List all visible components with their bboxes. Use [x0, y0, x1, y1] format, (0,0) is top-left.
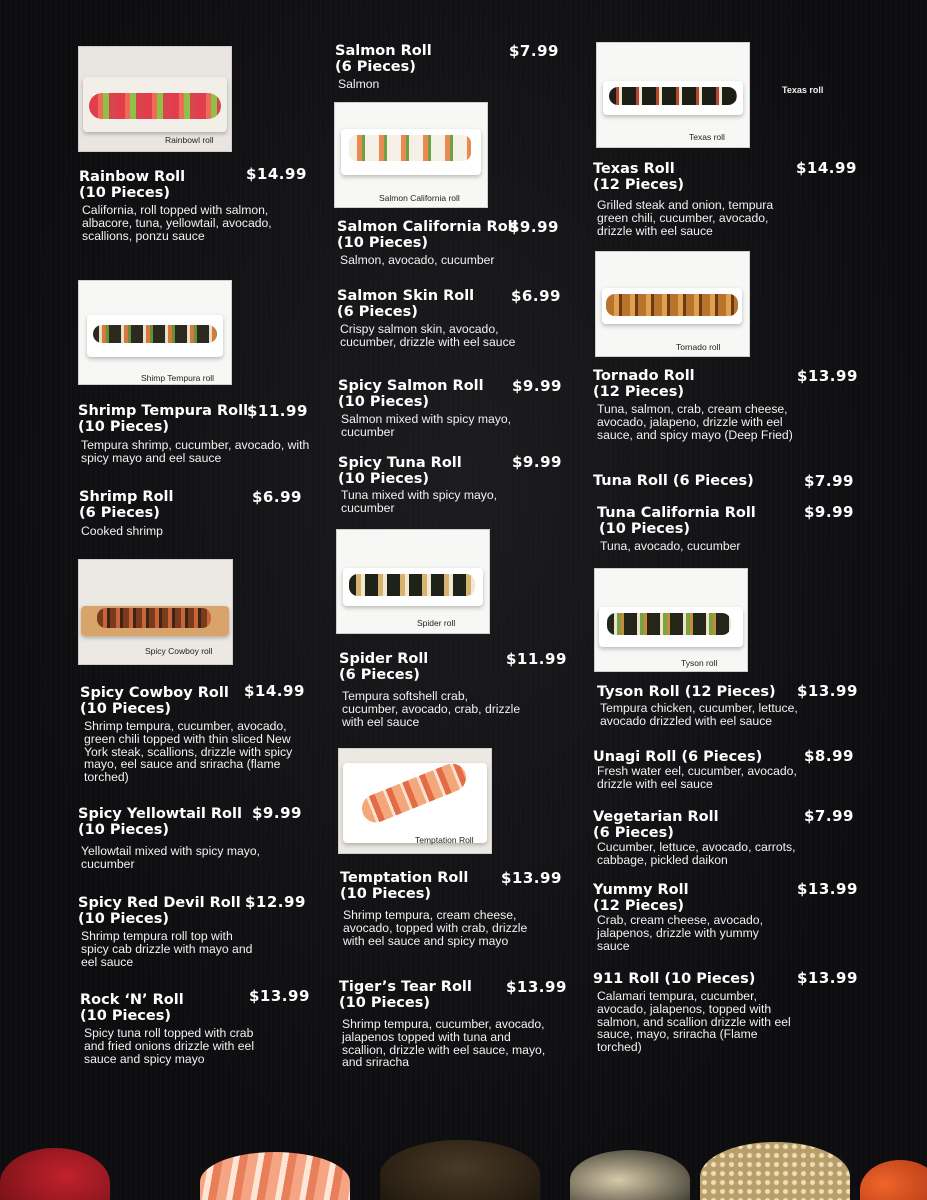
item-name: Shrimp Tempura Roll	[78, 403, 249, 419]
photo-caption: Tyson roll	[681, 658, 718, 668]
item-count: (6 Pieces)	[593, 825, 674, 841]
photo-caption: Shimp Tempura roll	[141, 373, 215, 383]
spicy-cowboy-roll-photo	[78, 559, 233, 665]
item-price: $13.99	[506, 978, 567, 996]
item-name: Tornado Roll	[593, 368, 695, 384]
item-count: (10 Pieces)	[338, 394, 429, 410]
item-count: (10 Pieces)	[80, 1008, 171, 1024]
shrimp-tempura-roll-photo	[78, 280, 232, 385]
item-name: Unagi Roll (6 Pieces)	[593, 749, 763, 765]
item-name: Tuna Roll (6 Pieces)	[593, 473, 754, 489]
item-price: $13.99	[249, 987, 310, 1005]
item-count: (6 Pieces)	[79, 505, 160, 521]
photo-caption: Spicy Cowboy roll	[145, 646, 213, 656]
item-name: Tuna California Roll	[597, 505, 756, 521]
item-price: $6.99	[511, 287, 561, 305]
item-description: Tuna, avocado, cucumber	[600, 539, 741, 553]
item-name: Shrimp Roll	[79, 489, 174, 505]
item-description: Tuna, salmon, crab, cream cheese, avocado, jalapeno, drizzle with eel sauce, and spicy mayo (Deep Fried)	[597, 402, 793, 442]
item-name: Tiger’s Tear Roll	[339, 979, 472, 995]
salmon-california-roll-photo	[334, 102, 488, 208]
item-name: Vegetarian Roll	[593, 809, 719, 825]
item-count: (10 Pieces)	[78, 822, 169, 838]
item-count: (6 Pieces)	[337, 304, 418, 320]
item-description: Salmon mixed with spicy mayo, cucumber	[341, 412, 512, 439]
item-description: Shrimp tempura roll top with spicy cab drizzle with mayo and eel sauce	[81, 929, 253, 969]
item-name: Salmon Skin Roll	[337, 288, 475, 304]
temptation-roll-photo	[338, 748, 492, 854]
item-name: Spicy Red Devil Roll	[78, 895, 241, 911]
item-price: $8.99	[804, 747, 854, 765]
item-count: (10 Pieces)	[339, 995, 430, 1011]
item-price: $13.99	[797, 682, 858, 700]
texas-roll-photo	[596, 42, 750, 148]
item-description: Crispy salmon skin, avocado, cucumber, drizzle with eel sauce	[340, 322, 516, 349]
item-price: $13.99	[797, 969, 858, 987]
item-description: Shrimp tempura, cream cheese, avocado, topped with crab, drizzle with eel sauce and spicy mayo	[343, 908, 528, 948]
item-description: Shrimp tempura, cucumber, avocado, jalapenos topped with tuna and scallion, drizzle with eel sauce, mayo, and sriracha	[342, 1017, 546, 1070]
item-price: $13.99	[797, 367, 858, 385]
item-price: $14.99	[244, 682, 305, 700]
eel-nigiri-image	[380, 1140, 540, 1200]
item-name: Spider Roll	[339, 651, 429, 667]
item-price: $9.99	[252, 804, 302, 822]
item-description: Tempura shrimp, cucumber, avocado, with spicy mayo and eel sauce	[81, 438, 310, 465]
tyson-roll-photo	[594, 568, 748, 672]
item-description: Crab, cream cheese, avocado, jalapenos, drizzle with yummy sauce	[597, 913, 763, 953]
item-description: Grilled steak and onion, tempura green chili, cucumber, avocado, drizzle with eel sauce	[597, 198, 774, 238]
item-description: Cucumber, lettuce, avocado, carrots, cabbage, pickled daikon	[597, 840, 796, 867]
item-count: (10 Pieces)	[80, 701, 171, 717]
item-name: Texas Roll	[593, 161, 675, 177]
item-name: Spicy Yellowtail Roll	[78, 806, 242, 822]
photo-caption: Tornado roll	[676, 342, 721, 352]
item-count: (10 Pieces)	[78, 419, 169, 435]
roll-image	[570, 1150, 690, 1200]
item-name: Tyson Roll (12 Pieces)	[597, 684, 776, 700]
item-name: Salmon Roll	[335, 43, 432, 59]
item-description: Cooked shrimp	[81, 524, 163, 538]
salmon-nigiri-image	[860, 1160, 927, 1200]
item-count: (12 Pieces)	[593, 898, 684, 914]
item-description: Spicy tuna roll topped with crab and fried onions drizzle with eel sauce and spicy mayo	[84, 1026, 255, 1066]
item-price: $12.99	[245, 893, 306, 911]
item-price: $9.99	[512, 453, 562, 471]
photo-caption: Spider roll	[417, 618, 456, 628]
photo-caption: Temptation Roll	[415, 835, 474, 845]
item-price: $11.99	[506, 650, 567, 668]
item-name: Salmon California Roll	[337, 219, 518, 235]
item-description: Yellowtail mixed with spicy mayo, cucumber	[81, 844, 261, 871]
item-count: (12 Pieces)	[593, 177, 684, 193]
shrimp-nigiri-image	[200, 1152, 350, 1200]
item-price: $7.99	[804, 807, 854, 825]
item-description: Tuna mixed with spicy mayo, cucumber	[341, 488, 498, 515]
texas-roll-floating-label: Texas roll	[782, 85, 824, 95]
item-description: Tempura chicken, cucumber, lettuce, avocado drizzled with eel sauce	[600, 701, 798, 728]
photo-caption: Salmon California roll	[379, 193, 460, 203]
item-count: (6 Pieces)	[339, 667, 420, 683]
item-price: $7.99	[804, 472, 854, 490]
item-name: Rock ‘N’ Roll	[80, 992, 184, 1008]
item-count: (10 Pieces)	[79, 185, 170, 201]
item-price: $6.99	[252, 488, 302, 506]
item-price: $11.99	[247, 402, 308, 420]
item-name: Spicy Salmon Roll	[338, 378, 484, 394]
item-price: $14.99	[796, 159, 857, 177]
item-count: (12 Pieces)	[593, 384, 684, 400]
item-price: $9.99	[804, 503, 854, 521]
item-name: Yummy Roll	[593, 882, 689, 898]
item-name: Spicy Cowboy Roll	[80, 685, 229, 701]
item-price: $7.99	[509, 42, 559, 60]
item-name: Temptation Roll	[340, 870, 469, 886]
item-price: $9.99	[509, 218, 559, 236]
item-name: Rainbow Roll	[79, 169, 186, 185]
spider-roll-photo	[336, 529, 490, 634]
photo-caption: Texas roll	[689, 132, 725, 142]
item-price: $14.99	[246, 165, 307, 183]
item-count: (10 Pieces)	[340, 886, 431, 902]
tornado-roll-photo	[595, 251, 750, 357]
item-count: (10 Pieces)	[337, 235, 428, 251]
item-name: Spicy Tuna Roll	[338, 455, 462, 471]
item-description: Fresh water eel, cucumber, avocado, drizzle with eel sauce	[597, 764, 797, 791]
item-name: 911 Roll (10 Pieces)	[593, 971, 756, 987]
item-count: (6 Pieces)	[335, 59, 416, 75]
item-description: Tempura softshell crab, cucumber, avocado, crab, drizzle with eel sauce	[342, 689, 521, 729]
sushi-decor-strip	[0, 1120, 927, 1200]
item-description: Salmon	[338, 77, 380, 91]
item-description: Calamari tempura, cucumber, avocado, jalapenos, topped with salmon, and scallion drizzle with eel sauce, mayo, sriracha (Flame torched)	[597, 989, 791, 1055]
item-price: $13.99	[501, 869, 562, 887]
sesame-roll-image	[700, 1142, 850, 1200]
item-count: (10 Pieces)	[78, 911, 169, 927]
item-description: Salmon, avocado, cucumber	[340, 253, 495, 267]
item-price: $13.99	[797, 880, 858, 898]
item-price: $9.99	[512, 377, 562, 395]
photo-caption: Rainbowl roll	[165, 135, 214, 145]
rainbow-roll-photo	[78, 46, 232, 152]
item-count: (10 Pieces)	[338, 471, 429, 487]
item-count: (10 Pieces)	[599, 521, 690, 537]
item-description: Shrimp tempura, cucumber, avocado, green chili topped with thin sliced New York steak, scallions, drizzle with spicy mayo, eel sauce and sriracha (flame torched)	[84, 719, 293, 785]
tuna-nigiri-image	[0, 1148, 110, 1200]
item-description: California, roll topped with salmon, albacore, tuna, yellowtail, avocado, scallions, ponzu sauce	[82, 203, 272, 243]
